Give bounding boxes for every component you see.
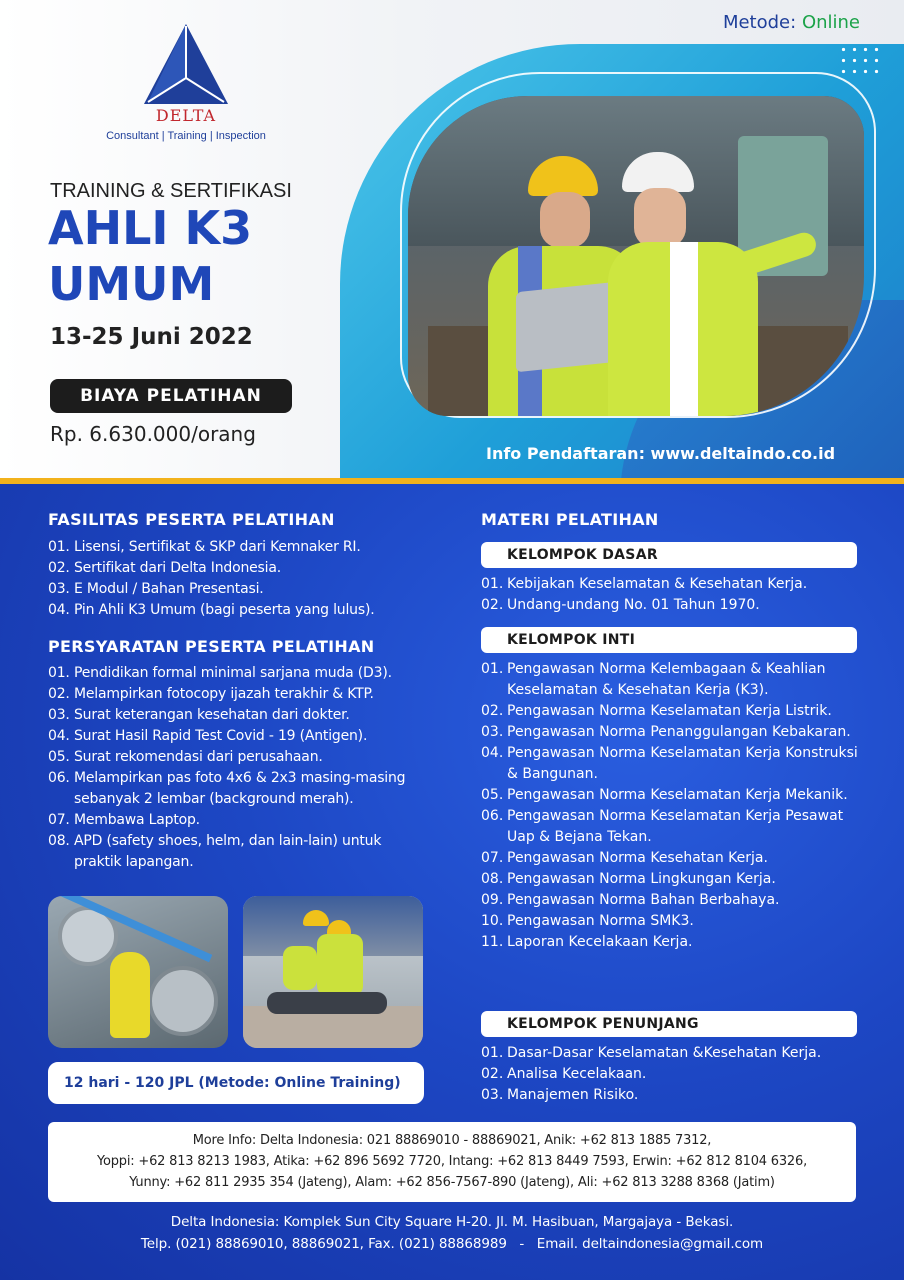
more-info-line-3: Yunny: +62 811 2935 354 (Jateng), Alam: +62 856-7567-890 (Jateng), Ali: +62 813 3288 8368 (Jatim) [129, 1175, 775, 1190]
list-item: 02. Pengawasan Norma Keselamatan Kerja Listrik. [481, 703, 832, 719]
more-info-line-1: More Info: Delta Indonesia: 021 88869010 - 88869021, Anik: +62 813 1885 7312, [192, 1133, 712, 1148]
list-item: 01. Pendidikan formal minimal sarjana muda (D3). [48, 665, 392, 681]
list-item: 03. E Modul / Bahan Presentasi. [48, 581, 264, 597]
list-item: 08. APD (safety shoes, helm, dan lain-lain) untuk praktik lapangan. [48, 833, 382, 870]
footer-address: Delta Indonesia: Komplek Sun City Square H-20. Jl. M. Hasibuan, Margajaya - Bekasi. [170, 1214, 734, 1230]
list-item: 01. Dasar-Dasar Keselamatan &Kesehatan Kerja. [481, 1045, 822, 1061]
title-line-1: AHLI K3 [48, 201, 253, 255]
method-label-value: Online [801, 12, 860, 33]
list-item: 05. Pengawasan Norma Keselamatan Kerja Mekanik. [481, 787, 848, 803]
list-item: 10. Pengawasan Norma SMK3. [481, 913, 694, 929]
list-item: 01. Kebijakan Keselamatan & Kesehatan Kerja. [481, 576, 808, 592]
inti-list [481, 659, 867, 953]
list-item: 01. Pengawasan Norma Kelembagaan & Keahlian Keselamatan & Kesehatan Kerja (K3). [481, 661, 826, 698]
biaya-badge: BIAYA PELATIHAN [50, 379, 292, 413]
list-item: 08. Pengawasan Norma Lingkungan Kerja. [481, 871, 776, 887]
list-item: 07. Pengawasan Norma Kesehatan Kerja. [481, 850, 768, 866]
duration-badge: 12 hari - 120 JPL (Metode: Online Training) [48, 1062, 424, 1104]
training-subtitle: TRAINING & SERTIFIKASI [50, 180, 292, 202]
kelompok-penunjang-label: KELOMPOK PENUNJANG [481, 1011, 857, 1037]
list-item: 02. Undang-undang No. 01 Tahun 1970. [481, 597, 760, 613]
materi-heading: MATERI PELATIHAN [481, 510, 659, 529]
title-line-2: UMUM [48, 257, 215, 311]
header-section [0, 0, 904, 480]
kelompok-dasar-label: KELOMPOK DASAR [481, 542, 857, 568]
list-item: 02. Melampirkan fotocopy ijazah terakhir & KTP. [48, 686, 374, 702]
page-title [48, 200, 348, 312]
logo-tagline: Consultant | Training | Inspection [106, 130, 266, 142]
more-info-line-2: Yoppi: +62 813 8213 1983, Atika: +62 896 5692 7720, Intang: +62 813 8449 7593, Erwin: +62 812 8104 6326, [96, 1154, 808, 1169]
list-item: 09. Pengawasan Norma Bahan Berbahaya. [481, 892, 780, 908]
list-item: 04. Surat Hasil Rapid Test Covid - 19 (Antigen). [48, 728, 368, 744]
list-item: 03. Surat keterangan kesehatan dari dokter. [48, 707, 350, 723]
list-item: 05. Surat rekomendasi dari perusahaan. [48, 749, 323, 765]
footer-contact: Telp. (021) 88869010, 88869021, Fax. (021) 88868989 - Email. deltaindonesia@gmail.com [140, 1236, 764, 1252]
training-date: 13-25 Juni 2022 [50, 324, 253, 350]
list-item: 03. Manajemen Risiko. [481, 1087, 639, 1103]
penunjang-list [481, 1043, 871, 1106]
list-item: 03. Pengawasan Norma Penanggulangan Kebakaran. [481, 724, 851, 740]
training-price: Rp. 6.630.000/orang [50, 422, 256, 446]
delta-logo [96, 22, 276, 152]
dots-decoration [838, 44, 882, 74]
list-item: 01. Lisensi, Sertifikat & SKP dari Kemnaker RI. [48, 539, 361, 555]
fasilitas-heading: FASILITAS PESERTA PELATIHAN [48, 510, 335, 529]
list-item: 04. Pin Ahli K3 Umum (bagi peserta yang lulus). [48, 602, 375, 618]
delta-triangle-icon [142, 22, 230, 106]
first-aid-photo [243, 896, 423, 1048]
list-item: 02. Sertifikat dari Delta Indonesia. [48, 560, 281, 576]
method-label-key: Metode: [722, 12, 797, 33]
tank-inspection-photo [48, 896, 228, 1048]
persyaratan-heading: PERSYARATAN PESERTA PELATIHAN [48, 637, 375, 656]
list-item: 06. Pengawasan Norma Keselamatan Kerja Pesawat Uap & Bejana Tekan. [481, 808, 844, 845]
list-item: 11. Laporan Kecelakaan Kerja. [481, 934, 693, 950]
list-item: 02. Analisa Kecelakaan. [481, 1066, 647, 1082]
fasilitas-list [48, 537, 438, 621]
workers-photo [408, 96, 864, 416]
logo-name: DELTA [155, 106, 217, 125]
method-label [723, 12, 860, 33]
registration-info: Info Pendaftaran: www.deltaindo.co.id [486, 444, 836, 463]
kelompok-inti-label: KELOMPOK INTI [481, 627, 857, 653]
persyaratan-list [48, 663, 432, 873]
list-item: 06. Melampirkan pas foto 4x6 & 2x3 masing-masing sebanyak 2 lembar (background merah). [48, 770, 406, 807]
list-item: 04. Pengawasan Norma Keselamatan Kerja Konstruksi & Bangunan. [481, 745, 858, 782]
list-item: 07. Membawa Laptop. [48, 812, 200, 828]
dasar-list [481, 574, 871, 616]
more-info-box [48, 1122, 856, 1202]
